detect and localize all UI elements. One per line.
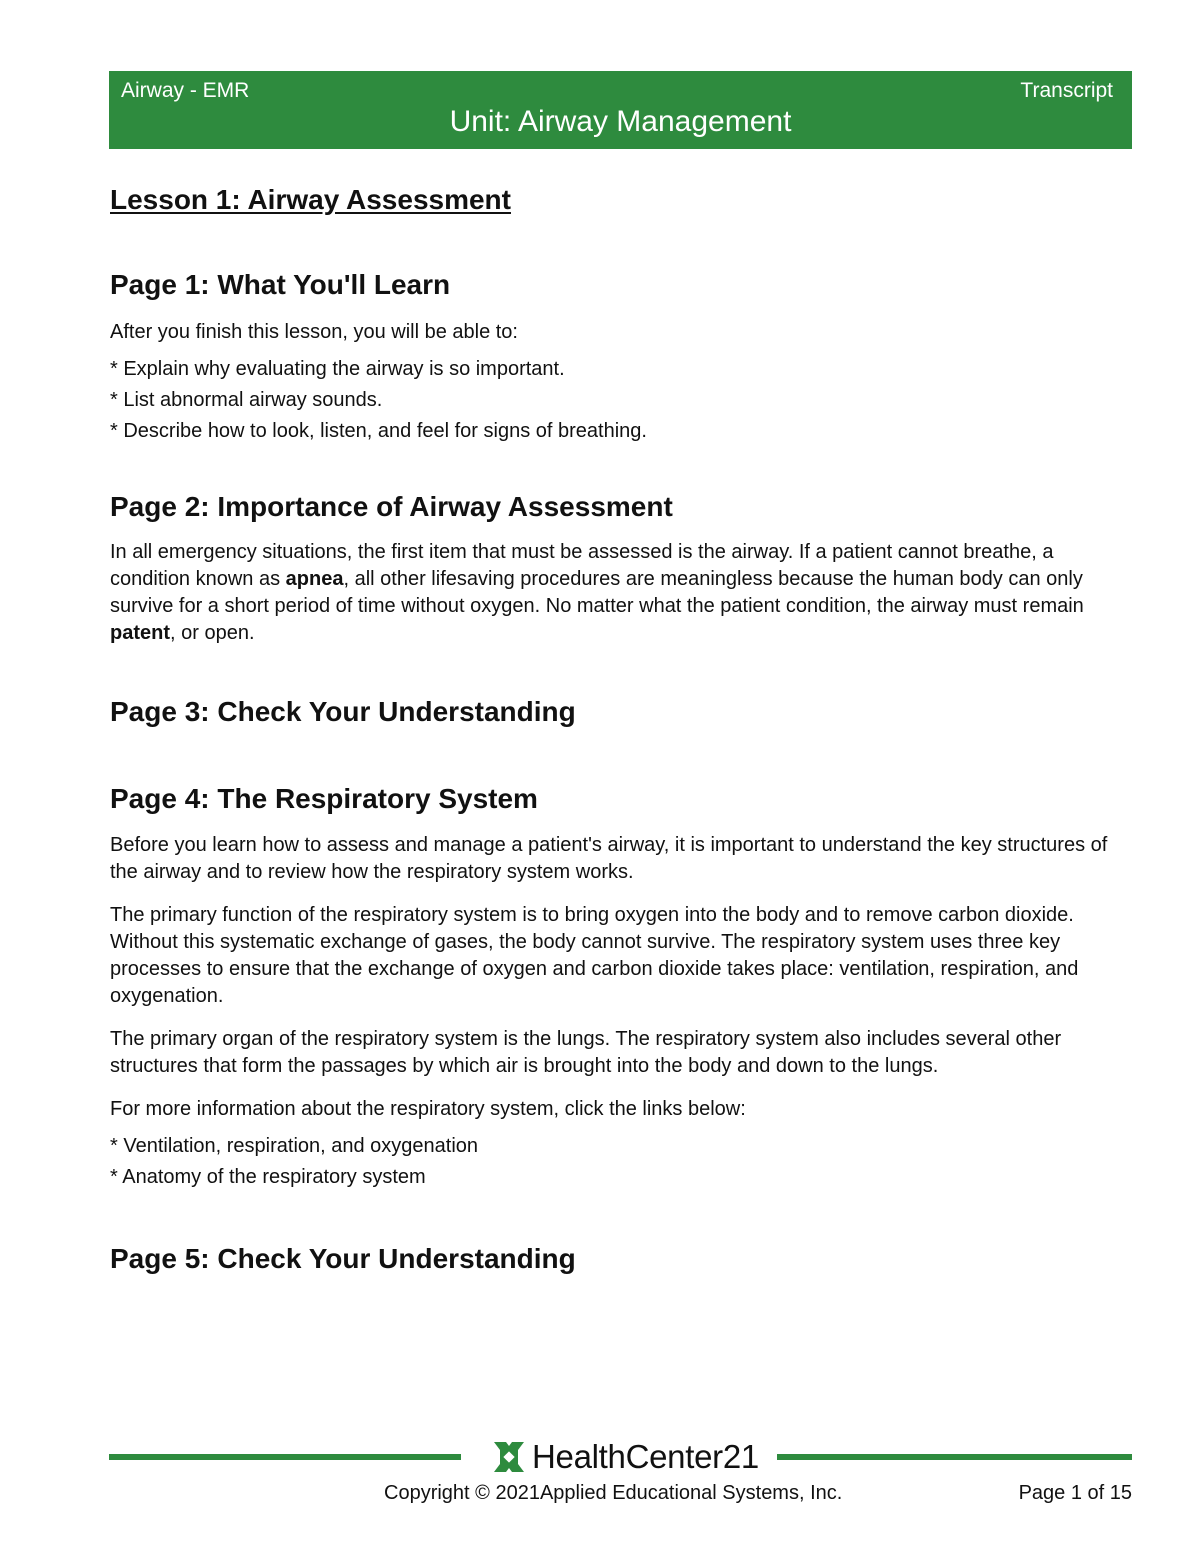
- section-page-1: [110, 265, 1120, 447]
- page-2-text-c: , or open.: [170, 622, 255, 644]
- page-2-heading: Page 2: Importance of Airway Assessment: [110, 491, 673, 522]
- page-4-paragraph: Before you learn how to assess and manage a patient's airway, it is important to understand the key structures of the airway and to review how the respiratory system works.: [110, 834, 1108, 883]
- lesson-title: Lesson 1: Airway Assessment: [110, 184, 511, 215]
- page-1-intro: After you finish this lesson, you will be able to:: [110, 321, 518, 343]
- healthcenter21-logo-icon: [494, 1442, 524, 1472]
- objectives-list: [110, 354, 1120, 447]
- header-banner: [109, 71, 1132, 149]
- term-patent: patent: [110, 622, 170, 644]
- section-page-2: [110, 487, 1120, 647]
- list-item: * Describe how to look, listen, and feel for signs of breathing.: [110, 420, 647, 442]
- footer-logo: [494, 1437, 759, 1477]
- term-apnea: apnea: [285, 568, 344, 590]
- section-page-5: [110, 1239, 1120, 1279]
- page-1-heading: Page 1: What You'll Learn: [110, 269, 451, 300]
- footer-rule-left: [109, 1454, 461, 1460]
- logo-text: HealthCenter21: [532, 1438, 759, 1475]
- page-4-paragraph: The primary function of the respiratory system is to bring oxygen into the body and to remove carbon dioxide. Without this systematic exchange of gases, the body cannot survive. The respiratory system uses three key processes to ensure that the exchange of oxygen and carbon dioxide takes place: ventilation, respiration, and oxygenation.: [110, 904, 1079, 1007]
- unit-title: Unit: Airway Management: [449, 105, 792, 138]
- page-5-heading: Page 5: Check Your Understanding: [110, 1243, 576, 1274]
- section-page-3: [110, 692, 1120, 732]
- list-item: * List abnormal airway sounds.: [110, 389, 383, 411]
- list-item: * Explain why evaluating the airway is so important.: [110, 358, 565, 380]
- footer-rule-right: [777, 1454, 1132, 1460]
- page-3-heading: Page 3: Check Your Understanding: [110, 696, 576, 727]
- link-anatomy[interactable]: * Anatomy of the respiratory system: [110, 1166, 426, 1188]
- section-page-4: [110, 779, 1120, 1193]
- link-ventilation[interactable]: * Ventilation, respiration, and oxygenation: [110, 1135, 479, 1157]
- page-2-paragraph: [110, 539, 1120, 647]
- page-2-text-a: In all emergency situations, the first item that must be assessed is the airway. If a patient cannot breathe, a condition known as: [110, 541, 1054, 590]
- page-4-paragraph: The primary organ of the respiratory system is the lungs. The respiratory system also includes several other structures that form the passages by which air is brought into the body and down to the lungs.: [110, 1028, 1062, 1077]
- course-title: Airway - EMR: [121, 79, 250, 102]
- page-number: Page 1 of 15: [1018, 1482, 1132, 1504]
- copyright-notice: Copyright © 2021Applied Educational Systems, Inc.: [384, 1482, 843, 1504]
- page-4-paragraph: For more information about the respiratory system, click the links below:: [110, 1098, 746, 1120]
- links-list: [110, 1131, 1120, 1193]
- document-body: [110, 180, 1120, 1279]
- document-type: Transcript: [1020, 79, 1113, 102]
- page-4-heading: Page 4: The Respiratory System: [110, 783, 538, 814]
- page-2-text-b: , all other lifesaving procedures are meaningless because the human body can only survive for a short period of time without oxygen. No matter what the patient condition, the airway must remain: [110, 568, 1084, 617]
